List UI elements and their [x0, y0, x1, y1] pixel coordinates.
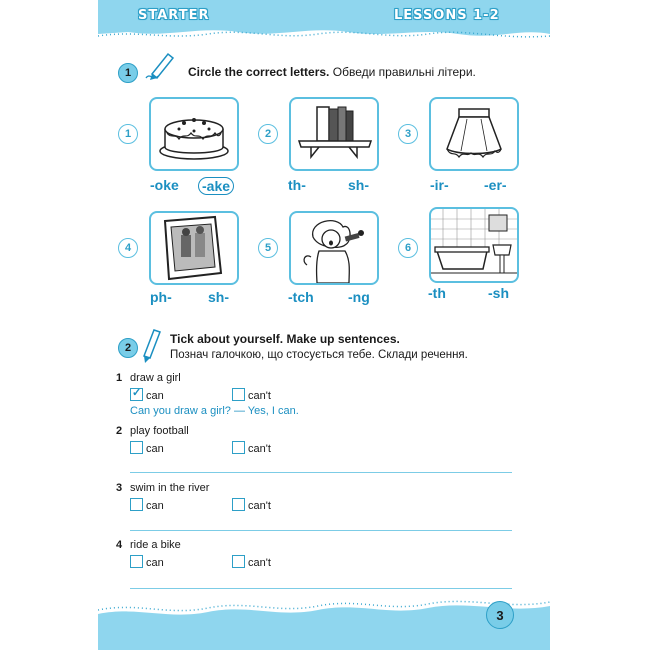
cant-checkbox-4[interactable] — [232, 555, 245, 568]
skirt-icon — [431, 99, 517, 169]
task2-item-text-3: swim in the river — [130, 482, 210, 494]
can-checkbox-2[interactable] — [130, 441, 143, 454]
cant-checkbox-2[interactable] — [232, 441, 245, 454]
item-number-6: 6 — [398, 238, 418, 258]
bathroom-icon — [431, 209, 517, 281]
option-2b[interactable]: sh- — [348, 177, 369, 193]
item-number-5: 5 — [258, 238, 278, 258]
footer-band — [98, 596, 550, 650]
picture-frame — [149, 211, 239, 285]
item-number-4: 4 — [118, 238, 138, 258]
picture-skirt — [429, 97, 519, 171]
lessons-title: LESSONS 1-2 — [394, 8, 500, 23]
option-4a[interactable]: ph- — [150, 289, 172, 305]
option-5a[interactable]: -tch — [288, 289, 314, 305]
task2-item-text-4: ride a bike — [130, 539, 181, 551]
unit-title: STARTER — [138, 8, 210, 23]
picture-shelf — [289, 97, 379, 171]
task2-title-en: Tick about yourself. Make up sentences. — [170, 332, 400, 346]
can-label-1: can — [146, 390, 164, 402]
task-number-1: 1 — [118, 63, 138, 83]
cant-checkbox-3[interactable] — [232, 498, 245, 511]
bookshelf-icon — [291, 99, 377, 169]
cant-label-3: can't — [248, 500, 271, 512]
option-5b[interactable]: -ng — [348, 289, 370, 305]
pen-icon — [140, 328, 164, 364]
page-number: 3 — [486, 601, 514, 629]
can-checkbox-4[interactable] — [130, 555, 143, 568]
option-6b[interactable]: -sh — [488, 285, 509, 301]
workbook-page — [98, 0, 550, 650]
picture-bathroom — [429, 207, 519, 283]
cant-label-1: can't — [248, 390, 271, 402]
can-label-4: can — [146, 557, 164, 569]
can-checkbox-3[interactable] — [130, 498, 143, 511]
task1-instruction — [188, 65, 476, 79]
task1-title-uk: Обведи правильні літери. — [332, 65, 476, 79]
answer-line-3[interactable] — [130, 530, 512, 531]
can-checkbox-1[interactable] — [130, 388, 143, 401]
task2-item-num-2: 2 — [116, 425, 123, 437]
task2-item-num-4: 4 — [116, 539, 123, 551]
option-4b[interactable]: sh- — [208, 289, 229, 305]
option-2a[interactable]: th- — [288, 177, 306, 193]
task1-title-en: Circle the correct letters. — [188, 65, 330, 79]
cant-label-2: can't — [248, 443, 271, 455]
task2-item-num-3: 3 — [116, 482, 123, 494]
option-1b-circled[interactable]: -ake — [198, 177, 234, 195]
picture-girl-singing — [289, 211, 379, 285]
picture-cake — [149, 97, 239, 171]
photo-frame-icon — [151, 213, 237, 283]
item-number-2: 2 — [258, 124, 278, 144]
task2-item-text-1: draw a girl — [130, 372, 181, 384]
option-3b[interactable]: -er- — [484, 177, 507, 193]
task2-title-uk: Познач галочкою, що стосується тебе. Склади речення. — [170, 349, 468, 361]
item-number-3: 3 — [398, 124, 418, 144]
girl-singing-icon — [291, 213, 377, 283]
task-number-2: 2 — [118, 338, 138, 358]
task2-item-num-1: 1 — [116, 372, 123, 384]
can-label-2: can — [146, 443, 164, 455]
cake-icon — [151, 99, 237, 169]
task2-item-text-2: play football — [130, 425, 189, 437]
answer-line-2[interactable] — [130, 472, 512, 473]
example-sentence: Can you draw a girl? — Yes, I can. — [130, 405, 299, 417]
option-6a[interactable]: -th — [428, 285, 446, 301]
item-number-1: 1 — [118, 124, 138, 144]
check-icon: ✓ — [132, 387, 142, 399]
cant-label-4: can't — [248, 557, 271, 569]
pencil-icon — [144, 48, 178, 82]
answer-line-4[interactable] — [130, 588, 512, 589]
option-3a[interactable]: -ir- — [430, 177, 449, 193]
can-label-3: can — [146, 500, 164, 512]
option-1a[interactable]: -oke — [150, 177, 179, 193]
cant-checkbox-1[interactable] — [232, 388, 245, 401]
